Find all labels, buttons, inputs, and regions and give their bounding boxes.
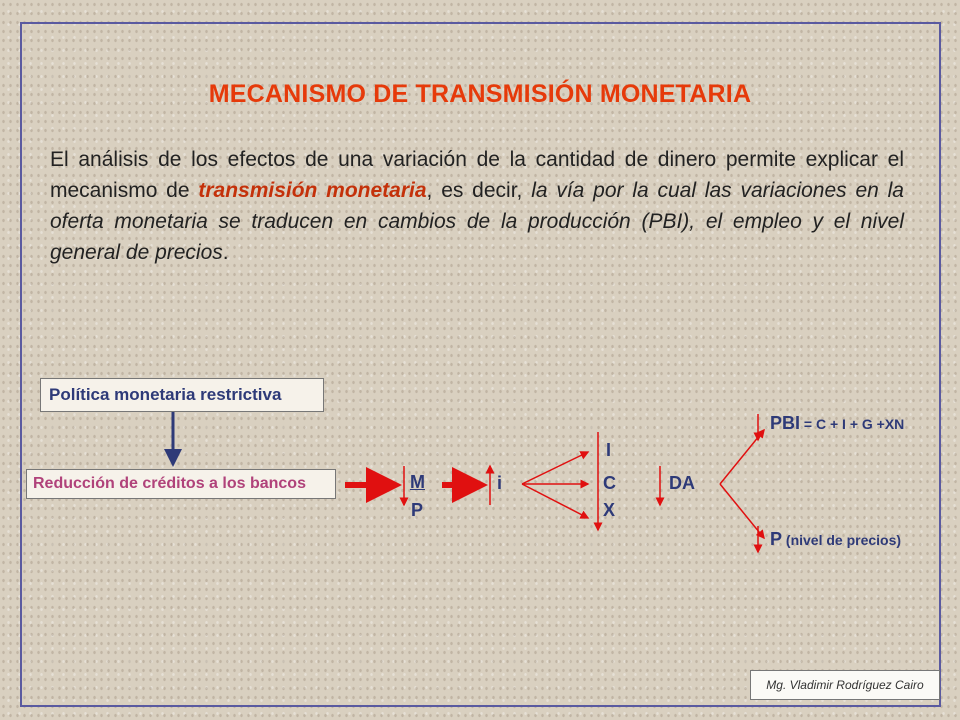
pbi-label: PBI (770, 413, 801, 433)
aggregate-demand-label: DA (669, 473, 695, 493)
arrow-interest-to-investment (522, 452, 588, 484)
price-level-label-small: P (411, 500, 424, 520)
emphasis-text: la vía por la cual las variaciones en la oferta monetaria se traducen en cambios de la producción (PBI), el empleo y el nivel general de precios (50, 179, 904, 264)
paragraph-text-1: El análisis de los efectos de una variación de la cantidad de dinero permite explicar el mecanismo de (50, 148, 904, 202)
consumption-label: C (603, 473, 616, 493)
paragraph-text-2: , es decir, (426, 179, 532, 202)
slide-title: MECANISMO DE TRANSMISIÓN MONETARIA (208, 80, 752, 108)
prices-label: P (770, 529, 783, 549)
author-credit: Mg. Vladimir Rodríguez Cairo (750, 670, 940, 700)
exports-label: X (603, 500, 616, 520)
paragraph-end: . (222, 241, 229, 264)
arrow-interest-to-exports (522, 484, 588, 518)
money-supply-label: M (410, 472, 425, 492)
interest-rate-label: i (497, 473, 503, 493)
prices-note: (nivel de precios) (782, 532, 902, 548)
highlight-term: transmisión monetaria (198, 179, 427, 202)
pbi-equation (770, 413, 904, 434)
prices-outcome (770, 529, 901, 550)
pbi-formula: = C + I + G +XN (800, 416, 905, 432)
policy-box: Política monetaria restrictiva (40, 378, 324, 412)
investment-label: I (606, 440, 612, 460)
credit-reduction-box: Reducción de créditos a los bancos (26, 469, 336, 499)
